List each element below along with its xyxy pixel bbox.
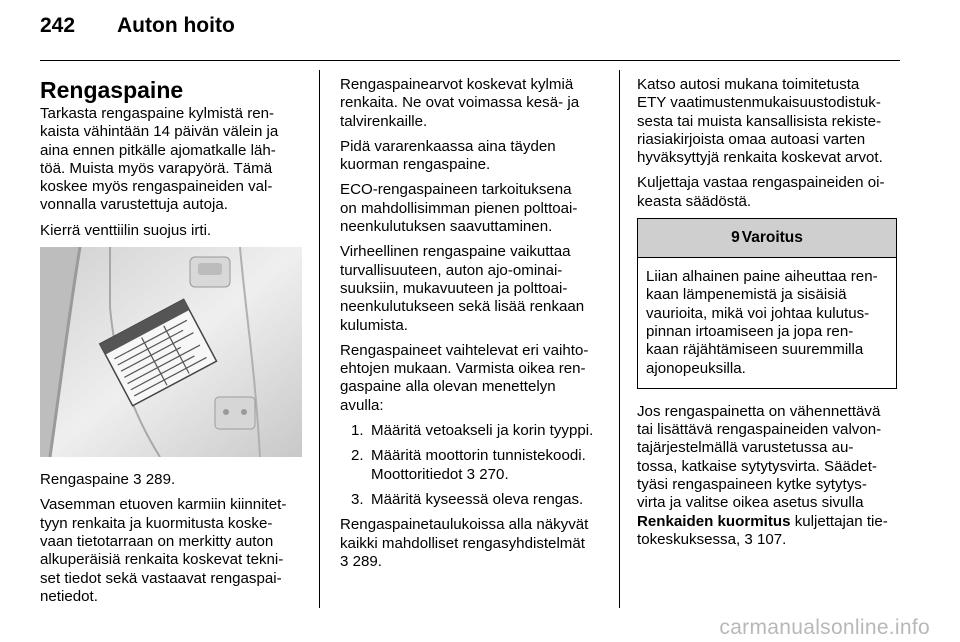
page-number: 242 [40,14,76,37]
text-line: vaurioita, mikä voi johtaa kulutus- [646,304,870,322]
incorrect-pressure-paragraph [340,243,610,334]
tpms-adjustment-paragraph [637,403,907,549]
warning-triangle-icon: 9 [731,228,740,246]
xref-page[interactable]: 289. [145,471,176,489]
spare-tire-paragraph [340,138,610,175]
right-column [637,76,907,556]
section-title: Rengaspaine [40,77,184,103]
text-line: tyyn renkaita ja kuormitusta koske- [40,514,273,532]
text-line: virta ja valitse oikea asetus sivulla [637,494,864,512]
intro-paragraph [40,105,310,215]
text-fragment: kuljettajan tie- [790,512,888,530]
text-line: keasta säädöstä. [637,192,752,210]
text-line: Pidä vararenkaassa aina täyden [340,137,556,155]
door-pillar-tire-label-image [40,247,302,457]
text-line: kuorman rengaspaine. [340,156,491,174]
text-line: hyväksyttyjä renkaita koskevat arvot. [637,149,883,167]
cold-tires-paragraph [340,76,610,131]
text-line: gaspaine alla olevan menettelyn [340,378,556,396]
column-divider-2 [619,70,620,608]
varying-pressure-paragraph [340,342,610,415]
xref-arrow-icon: 3 [744,530,753,548]
list-item [340,422,610,440]
text-line: tossa, katkaise sytytysvirta. Säädet- [637,457,877,475]
list-item [340,447,610,484]
text-line: Määritä kyseessä oleva rengas. [371,490,584,508]
text-line: Katso autosi mukana toimitetusta [637,76,860,93]
warning-title: Varoitus [741,228,803,246]
label-location-paragraph [40,496,310,606]
text-line: renkaita. Ne ovat voimassa kesä- ja [340,94,580,112]
text-line: riasiakirjoista omaa autoasi varten [637,130,866,148]
text-line: alkuperäisiä renkaita koskevat tekni- [40,551,284,569]
text-line: Rengaspainetaulukoissa alla näkyvät [340,516,589,534]
warning-box [637,218,897,389]
text-line: Jos rengaspainetta on vähennettävä [637,402,881,420]
text-line: ehtojen mukaan. Varmista oikea ren- [340,360,586,378]
column-divider-1 [319,70,320,608]
text-line: ETY vaatimustenmukaisuustodistuk- [637,94,881,112]
xref-page[interactable]: 270. [479,465,509,483]
page-header [40,14,910,54]
text-line: turvallisuuteen, auton ajo-ominai- [340,261,563,279]
text-line: tai lisättävä rengaspaineiden valvon- [637,421,882,439]
text-line: pinnan irtoamiseen ja jopa ren- [646,322,854,340]
text-line: Rengaspaineet vaihtelevat eri vaihto- [340,341,589,359]
watermark: carmanualsonline.info [719,616,930,639]
xref-page[interactable]: 289. [352,552,382,570]
warning-body [638,258,896,388]
pressure-tables-paragraph [340,516,610,571]
text-line: avulla: [340,396,384,414]
chapter-title: Auton hoito [117,14,235,37]
text-line: on mahdollisimman pienen polttoai- [340,199,578,217]
text-line [340,553,610,571]
text-line: Rengaspainearvot koskevat kylmiä [340,76,574,93]
text-line: kulumista. [340,316,408,334]
xref-text: Rengaspaine [40,471,129,489]
middle-column [340,76,610,578]
text-line: talvirenkaille. [340,112,428,130]
text-line: ajonopeuksilla. [646,359,746,377]
text-line: Määritä moottorin tunnistekoodi. [371,447,586,465]
text-fragment: tokeskuksessa, [637,530,741,548]
driver-responsibility-paragraph [637,174,907,211]
text-line [637,513,907,531]
text-line: vonnalla varustettuja autoja. [40,196,228,214]
text-line: tajärjestelmällä varustetussa au- [637,439,854,457]
cross-reference-tire-pressure [40,471,310,489]
text-line: kaan räjähtämiseen suuremmilla [646,341,864,359]
eco-pressure-paragraph [340,181,610,236]
text-line: sesta tai muista kansallisista rekiste- [637,112,882,130]
text-line: töä. Muista myös varapyörä. Tämä [40,159,273,177]
text-line: Liian alhainen paine aiheuttaa ren- [646,268,878,286]
procedure-steps [340,422,610,509]
xref-arrow-icon: 3 [340,552,349,570]
valve-instruction: Kierrä venttiilin suojus irti. [40,221,212,239]
warning-header [638,219,896,258]
xref-arrow-icon: 3 [466,465,476,483]
text-line: netiedot. [40,587,98,605]
text-line: kaikki mahdolliset rengasyhdistelmät [340,534,585,552]
text-line: suuksiin, mukavuuteen ja polttoai- [340,279,568,297]
list-item [340,491,610,509]
text-line: kaan lämpenemistä ja sisäisiä [646,286,847,304]
text-line: ECO-rengaspaineen tarkoituksena [340,181,572,199]
certificate-paragraph [637,76,907,167]
text-line: neenkulutuksen saavuttaminen. [340,218,553,236]
text-line: Tarkasta rengaspaine kylmistä ren- [40,105,275,122]
text-line: Kuljettaja vastaa rengaspaineiden oi- [637,174,885,192]
menu-name: Renkaiden kuormitus [637,512,791,530]
text-line: tyäsi rengaspaineen kytke sytytys- [637,476,867,494]
step-number: 1. [351,422,364,440]
text-line: set tiedot sekä vastaavat rengaspai- [40,569,282,587]
step-number: 3. [351,490,364,508]
text-line: koskee myös rengaspaineiden val- [40,178,273,196]
text-line: vaan tietotarraan on merkitty auton [40,532,274,550]
text-line [637,531,907,549]
xref-arrow-icon: 3 [133,471,142,489]
text-line: Vasemman etuoven karmiin kiinnitet- [40,496,287,514]
step-number: 2. [351,447,364,465]
text-line: aina ennen pitkälle ajomatkalle läh- [40,141,276,159]
text-line [371,466,610,484]
xref-page[interactable]: 107. [757,530,787,548]
left-column [40,76,310,613]
text-line: neenkulutukseen sekä lisää renkaan [340,298,585,316]
text-line: kaista vähintään 14 päivän välein ja [40,123,279,141]
door-pillar-illustration [40,247,302,457]
header-rule [40,60,900,61]
text-line: Virheellinen rengaspaine vaikuttaa [340,243,571,261]
text-line: Määritä vetoakseli ja korin tyyppi. [371,422,594,440]
xref-text: Moottoritiedot [371,465,463,483]
